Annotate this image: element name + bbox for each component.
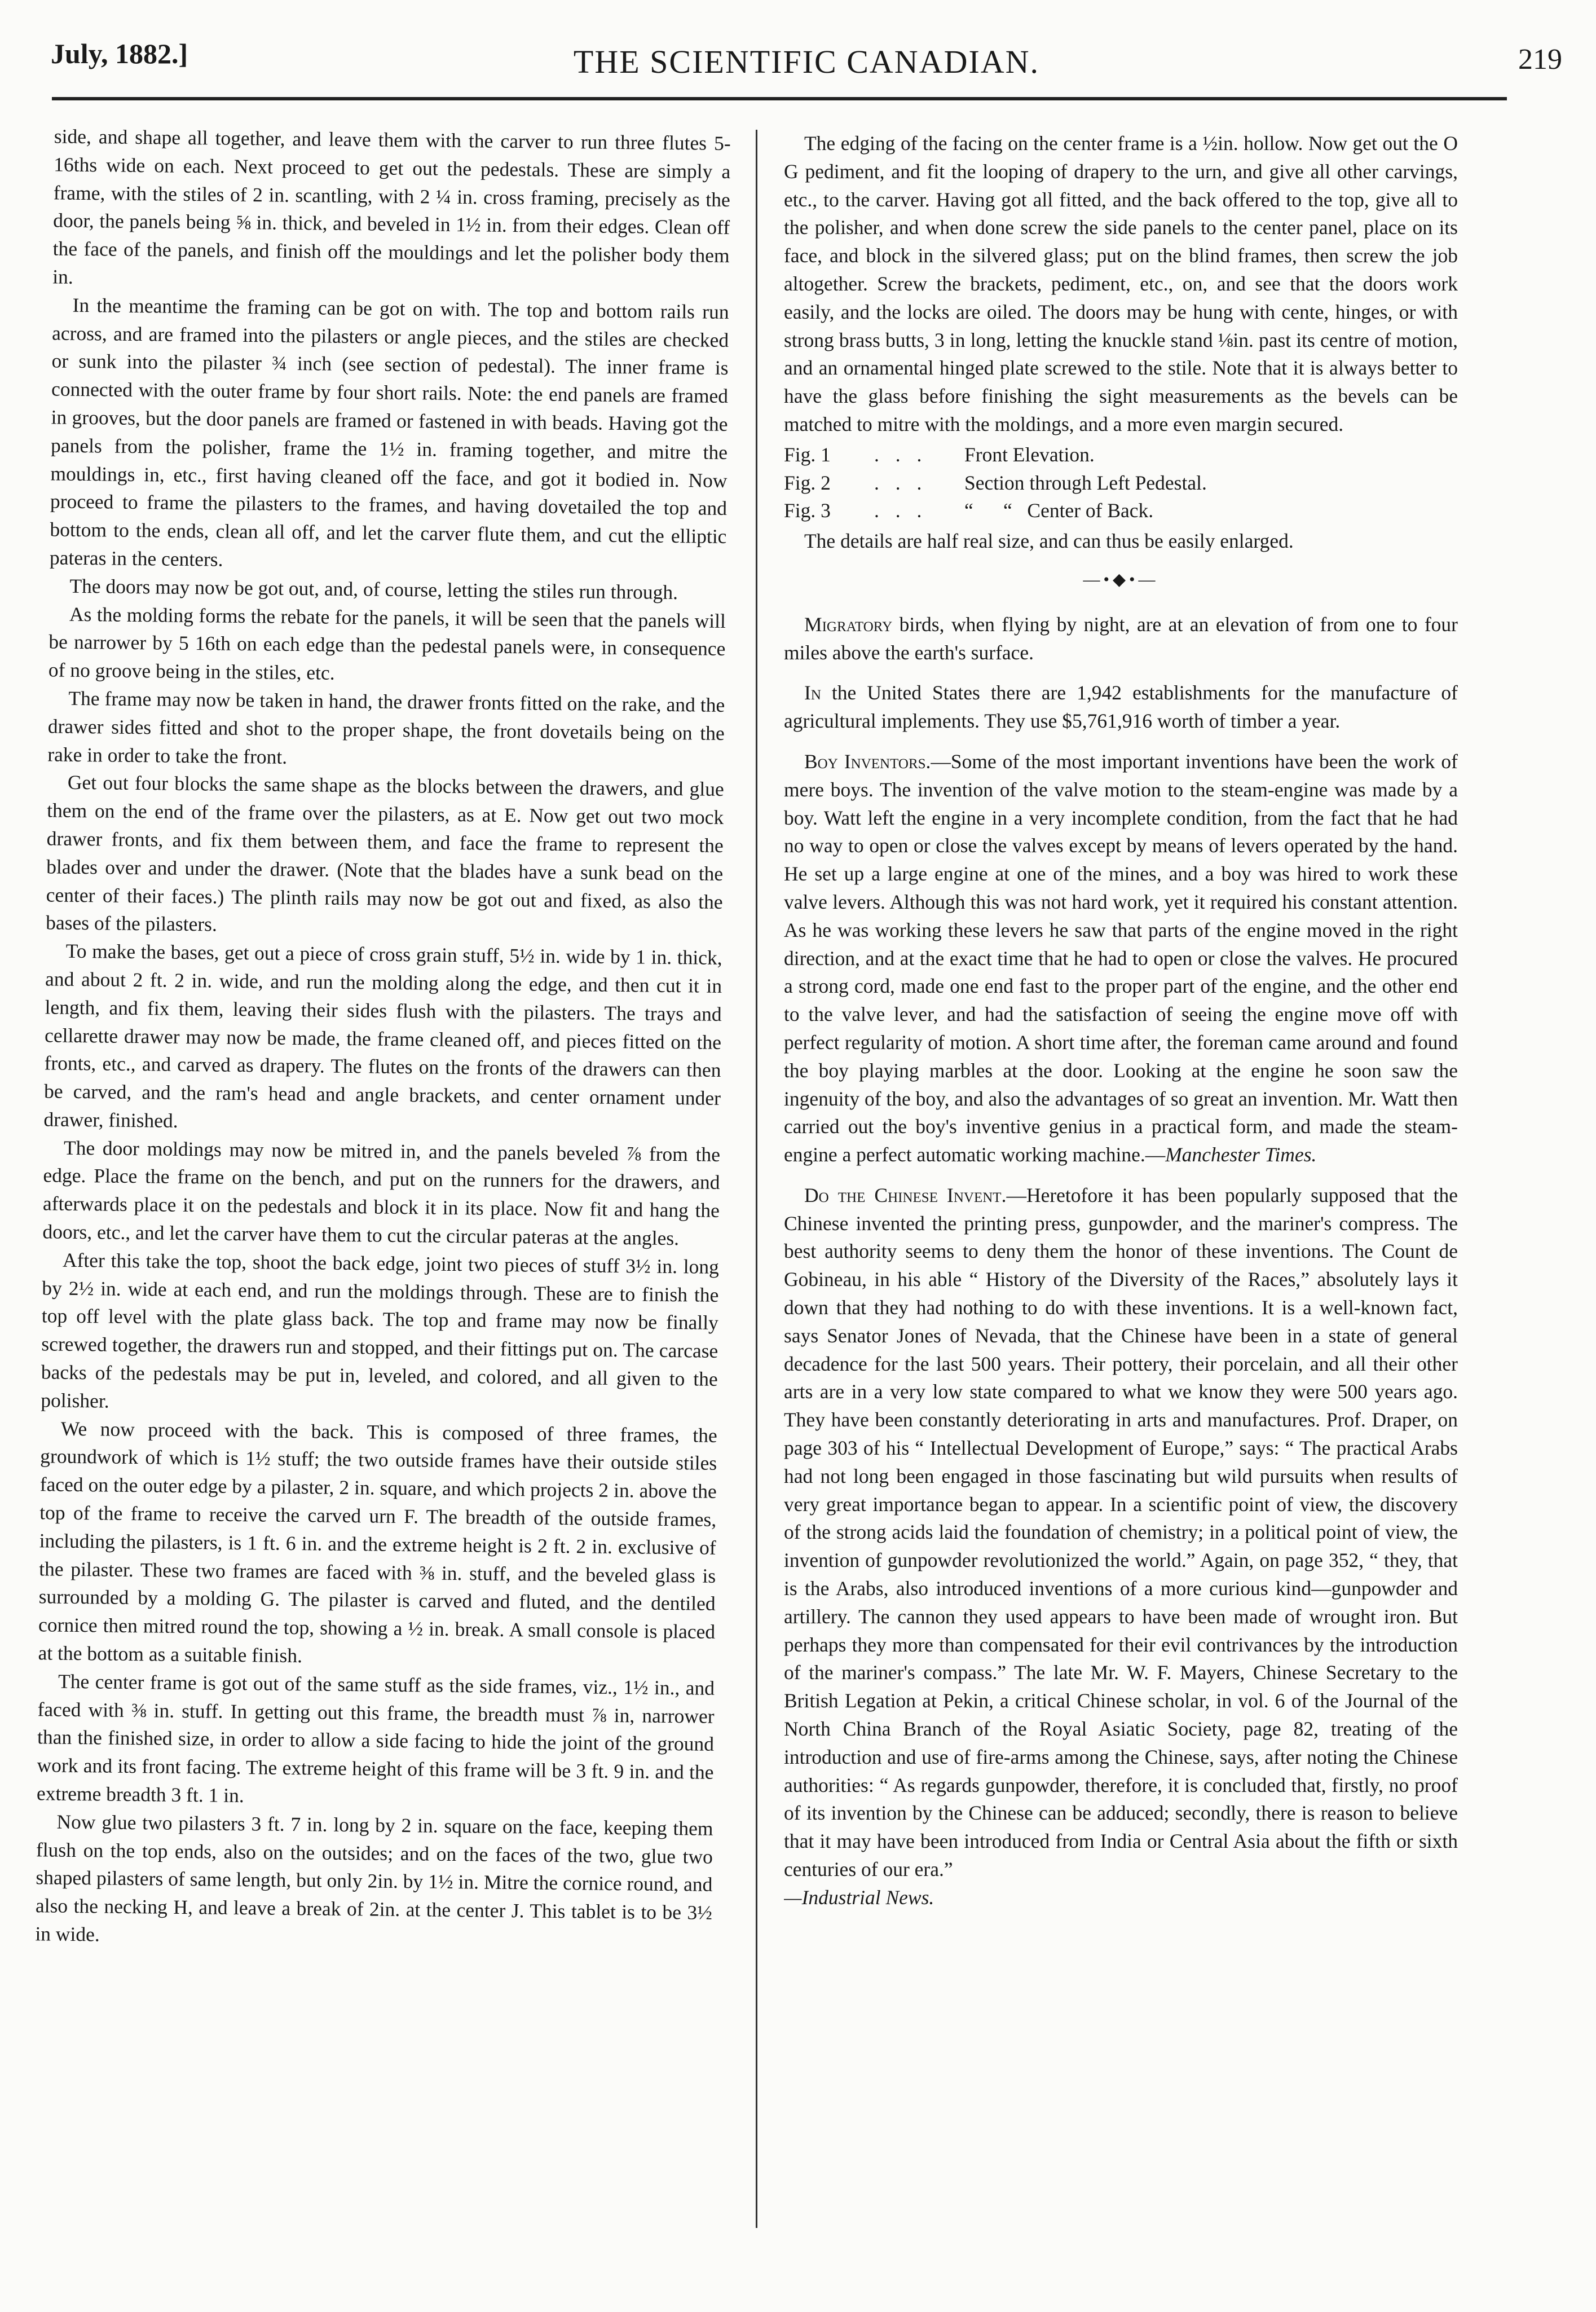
page-header	[51, 27, 1562, 89]
article-paragraph: After this take the top, shoot the back edge, joint two pieces of stuff 3½ in. long by 2½ in. wide at each end, and run the moldings through. These are to finish the top off level with the plate glass back. The top and frame may now be finally screwed together, the drawers run and stopped, and their fittings put on. The carcase backs of the pedestals may be put in, leveled, and colored, and all given to the polisher.	[41, 1248, 720, 1412]
us-implements-item	[784, 679, 1458, 736]
figure-label: Fig. 2	[784, 471, 831, 494]
column-divider	[756, 130, 757, 2228]
right-column	[784, 130, 1458, 2228]
article-paragraph: Now glue two pilasters 3 ft. 7 in. long by 2 in. square on the face, keeping them flush on the top ends, also on the outsides; and on the faces of the two, glue two shaped pilasters of same length, but only 2in. by 1½ in. Mitre the cornice round, and also the necking H, and leave a break of 2in. at the center J. This tablet is to be 3½ in wide.	[35, 1810, 713, 1946]
article-paragraph: The door moldings may now be mitred in, and the panels beveled ⅞ from the edge. Place the frame on the bench, and put on the runners for the drawers, and afterwards place it on the pedestals and block it in its place. Now fit and hang the doors, etc., and let the carver have them to cut the circular pateras at the angles.	[42, 1136, 721, 1250]
boy-inventors-item	[784, 748, 1458, 1169]
article-paragraph: As the molding forms the rebate for the panels, it will be seen that the panels will be narrower by 5 16th on each edge than the pedestal panels were, in consequence of no groove being in the stiles, etc.	[48, 602, 726, 684]
figure-entry	[784, 441, 1458, 469]
item-heading: Do the Chinese Invent.	[804, 1183, 1007, 1206]
figure-caption: Section through Left Pedestal.	[964, 471, 1207, 494]
item-text: —Heretofore it has been popularly supposed that the Chinese invented the printing press, gunpowder, and the mariner's compress. The best authority seems to deny them the honor of these inventions. The Count de Gobineau, in his able “ History of the Diversity of the Races,” absolutely lays it down that they had nothing to do with these inventions. It is a well-known fact, says Senator Jones of Nevada, that the Chinese have been in a state of general decadence for the last 500 years. Their pottery, their porcelain, and all their other arts are in a very low state compared to what we know they were 500 years ago. They have been constantly deteriorating in arts and manufactures. Prof. Draper, on page 303 of his “ Intellectual Development of Europe,” says: “ The practical Arabs had not long been engaged in those fascinating but wild pursuits when results of very great importance began to appear. In a scientific point of view, the discovery of the strong acids laid the foundation of chemistry; in a political point of view, the invention of gunpowder revolutionized the world.” Again, on page 352, “ they, that is the Arabs, also introduced inventions of a more curious kind—gunpowder and artillery. The cannon they used appears to have been made of wrought iron. But perhaps they more than compensated for their evil contrivances by the introduction of the mariner's compass.” The late Mr. W. F. Mayers, Chinese Secretary to the British Legation at Pekin, a critical Chinese scholar, in vol. 6 of the Journal of the North China Branch of the Royal Asiatic Society, page 82, treating of the introduction and use of fire-arms among the Chinese, says, after noting the Chinese authorities: “ As regards gunpowder, therefore, it is concluded that, firstly, no proof of its invention by the Chinese can be adduced; secondly, there is reason to believe that it may have been introduced from India or Central Asia about the fifth or sixth centuries of our era.”	[784, 1183, 1458, 1881]
figure-label: Fig. 1	[784, 443, 831, 466]
item-lead: Migratory	[804, 613, 893, 636]
item-heading: Boy Inventors.	[804, 750, 931, 773]
figure-entry	[784, 497, 1458, 525]
item-text: —Some of the most important inventions have been the work of mere boys. The invention of the valve motion to the steam-engine was made by a boy. Watt left the engine in a very incomplete condition, from the fact that he had no way to open or close the valves except by means of levers operated by the hand. He set up a large engine at one of the mines, and a boy was hired to work these valve levers. Although this was not hard work, yet it required his constant attention. As he was working these levers he saw that parts of the engine moved in the right direction, and at the exact time that he had to open or close the valves. He procured a strong cord, made one end fast to the proper part of the engine, and the other end to the valve lever, and had the satisfaction of seeing the engine move off with perfect regularity of motion. A short time after, the foreman came around and found the boy playing marbles at the door. Looking at the engine he soon saw the ingenuity of the boy, and also the advantages of so great an invention. Mr. Watt then carried out the boy's inventive genius in a practical form, and made the steam-engine a perfect automatic working machine.—	[784, 750, 1458, 1166]
header-rule	[52, 97, 1507, 100]
item-text: birds, when flying by night, are at an elevation of from one to four miles above the earth's surface.	[784, 613, 1458, 664]
article-paragraph: The frame may now be taken in hand, the drawer fronts fitted on the rake, and the drawer sides fitted and shot to the proper shape, the front dovetails being on the rake in order to take the front.	[47, 686, 725, 768]
article-paragraph: side, and shape all together, and leave them with the carver to run three flutes 5-16ths wide on each. Next proceed to get out the pedestals. These are simply a frame, with the stiles of 2 in. scantling, with 2 ¼ in. cross framing, precisely as the door, the panels being ⅝ in. thick, and beveled in 1½ in. from their edges. Clean off the face of the panels, and finish off the mouldings and let the polisher body them in.	[52, 125, 731, 288]
figure-leader: . . .	[874, 471, 928, 494]
article-paragraph: The doors may now be got out, and, of course, letting the stiles run through.	[69, 574, 678, 604]
item-source: —Industrial News.	[784, 1886, 934, 1909]
article-paragraph: We now proceed with the back. This is composed of three frames, the groundwork of which is 1½ stuff; the two outside frames have their outside stiles faced on the outer edge by a pilaster, 2 in. square, and which projects 2 in. above the top of the frame to receive the carved urn F. The breadth of the outside frames, including the pilasters, is 1 ft. 6 in. and the extreme height is 2 ft. 2 in. exclusive of the pilaster. These two frames are faced with ⅜ in. stuff, and the beveled glass is surrounded by a molding G. The pilaster is carved and fluted, and the dentiled cornice then mitred round the top, showing a ½ in. break. A small console is placed at the bottom as a suitable finish.	[38, 1417, 717, 1667]
article-paragraph: The edging of the facing on the center frame is a ½in. hollow. Now get out the O G pediment, and fit the looping of drapery to the urn, and give all other carvings, etc., to the carver. Having got all fitted, and the back offered to the top, give all to the polisher, and when done screw the side panels to the center panel, place on its face, and block in the silvered glass; put on the blind frames, then screw the job altogether. Screw the brackets, pediment, etc., on, and see that the doors work easily, and the locks are oiled. The doors may be hung with cente, hinges, or with strong brass butts, 3 in long, letting the knuckle stand ⅛in. past its centre of motion, and an ornamental hinged plate screwed to the stile. Note that it is always better to have the glass before finishing the sight measurements as the bevels can be matched to mitre with the moldings, and a more even margin secured.	[784, 132, 1458, 435]
figure-leader: . . .	[874, 443, 928, 466]
section-ornament: —•◆•—	[1083, 570, 1159, 589]
figure-list	[784, 441, 1458, 525]
article-paragraph: To make the bases, get out a piece of cross grain stuff, 5½ in. wide by 1 in. thick, and about 2 ft. 2 in. wide, and run the molding along the edge, and then cut it in length, and fix them, leaving their sides flush with the pilasters. The trays and cellarette drawer may now be made, the frame cleaned off, and pieces fitted on the fronts, etc., and carved as drapery. The flutes on the fronts of the drawers can then be carved, and the ram's head and angle brackets, and center ornament under drawer, finished.	[43, 939, 722, 1132]
page-number: 219	[1518, 43, 1562, 76]
figure-leader: . . .	[874, 499, 928, 522]
details-note: The details are half real size, and can thus be easily enlarged.	[804, 530, 1294, 553]
item-text: the United States there are 1,942 establishments for the manufacture of agricultural implements. They use $5,761,916 worth of timber a year.	[784, 681, 1458, 733]
item-source: Manchester Times.	[1165, 1143, 1317, 1166]
figure-caption: Front Elevation.	[964, 443, 1095, 466]
migratory-item	[784, 611, 1458, 667]
figure-entry	[784, 469, 1458, 497]
article-paragraph: The center frame is got out of the same stuff as the side frames, viz., 1½ in., and faced with ⅜ in. stuff. In getting out this frame, the breadth must ⅞ in, narrower than the finished size, in order to allow a side facing to hide the joint of the ground work and its front facing. The extreme height of this frame will be 3 ft. 9 in. and the extreme breadth 3 ft. 1 in.	[36, 1670, 715, 1807]
article-paragraph: In the meantime the framing can be got on with. The top and bottom rails run across, and are framed into the pilasters or angle pieces, and the stiles are checked or sunk into the pilaster ¾ inch (see section of pedestal). The inner frame is connected with the outer frame by four short rails. Note: the end panels are framed in grooves, but the door panels are framed or fastened in with beads. Having got the panels from the polisher, frame the 1½ in. framing together, and mitre the mouldings in, etc., first having cleaned off the face, and got it bodied in. Now proceed to frame the pilasters to the frames, and having dovetailed the top and bottom to the ends, clean all off, and let the carver flute them, and cut the elliptic pateras in the centers.	[49, 293, 729, 571]
publication-title: THE SCIENTIFIC CANADIAN.	[573, 43, 1040, 80]
item-source-line	[784, 1884, 1458, 1912]
article-paragraph: Get out four blocks the same shape as the blocks between the drawers, and glue them on the end of the frame over the pilasters, as at E. Now get out two mock drawer fronts, and fix them between them, and face the frame to represent the blades over and under the drawer. (Note that the blades have a sunk bead on the center of their faces.) The plinth rails may now be got out and fixed, as also the bases of the pilasters.	[46, 771, 724, 936]
left-column	[32, 122, 731, 2227]
item-lead: In	[804, 681, 821, 704]
figure-caption: “ “ Center of Back.	[964, 499, 1154, 522]
figure-label: Fig. 3	[784, 499, 831, 522]
issue-date: July, 1882.]	[51, 38, 188, 69]
chinese-invent-item	[784, 1182, 1458, 1884]
